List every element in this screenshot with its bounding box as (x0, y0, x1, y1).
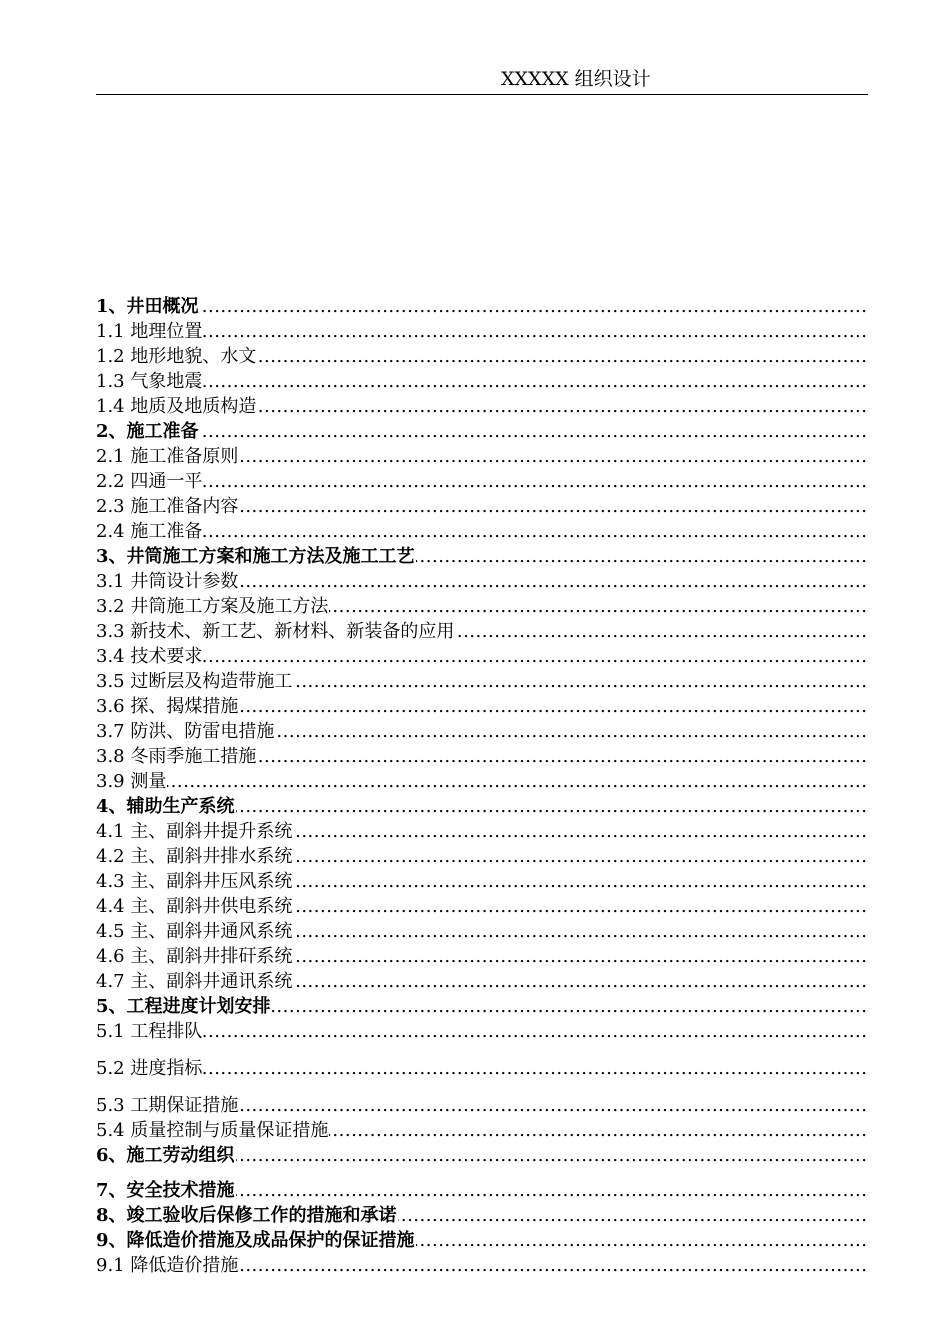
toc-dot-leader (96, 1019, 868, 1044)
toc-entry-label: 2.3 施工准备内容 (96, 496, 239, 517)
toc-entry[interactable] (96, 694, 868, 719)
page-header (96, 66, 868, 95)
toc-entry-label: 7、安全技术措施 (96, 1180, 235, 1201)
toc-dot-leader (96, 1056, 868, 1081)
toc-entry-label: 2.1 施工准备原则 (96, 446, 239, 467)
header-title: XXXXX 组织设计 (501, 68, 651, 90)
toc-entry-label: 1.3 气象地震 (96, 371, 203, 392)
toc-entry[interactable] (96, 469, 868, 494)
toc-entry[interactable] (96, 544, 868, 569)
toc-entry[interactable] (96, 594, 868, 619)
toc-entry[interactable] (96, 644, 868, 669)
toc-entry[interactable] (96, 794, 868, 819)
toc-entry[interactable] (96, 944, 868, 969)
toc-dot-leader (96, 644, 868, 669)
toc-entry-label: 4、辅助生产系统 (96, 796, 235, 817)
table-of-contents (96, 294, 868, 1278)
toc-entry-label: 4.1 主、副斜井提升系统 (96, 821, 293, 842)
toc-entry[interactable] (96, 1019, 868, 1044)
toc-entry-label: 4.2 主、副斜井排水系统 (96, 846, 293, 867)
toc-entry[interactable] (96, 1056, 868, 1081)
toc-entry-label: 9.1 降低造价措施 (96, 1255, 239, 1276)
toc-dot-leader (96, 294, 868, 319)
toc-entry-label: 3.2 井筒施工方案及施工方法 (96, 596, 329, 617)
toc-entry-label: 1.1 地理位置 (96, 321, 203, 342)
toc-entry-label: 3.3 新技术、新工艺、新材料、新装备的应用 (96, 621, 455, 642)
toc-entry[interactable] (96, 919, 868, 944)
toc-entry[interactable] (96, 344, 868, 369)
toc-entry-label: 3.8 冬雨季施工措施 (96, 746, 257, 767)
toc-entry[interactable] (96, 1143, 868, 1168)
toc-entry[interactable] (96, 1228, 868, 1253)
toc-entry-label: 6、施工劳动组织 (96, 1145, 235, 1166)
toc-dot-leader (96, 769, 868, 794)
toc-entry-label: 3.4 技术要求 (96, 646, 203, 667)
toc-entry[interactable] (96, 969, 868, 994)
toc-entry-label: 3.9 测量 (96, 771, 167, 792)
toc-entry[interactable] (96, 494, 868, 519)
toc-entry-label: 1、井田概况 (96, 296, 199, 317)
toc-entry-label: 4.7 主、副斜井通讯系统 (96, 971, 293, 992)
toc-entry[interactable] (96, 1178, 868, 1203)
toc-dot-leader (96, 519, 868, 544)
toc-entry-label: 2.2 四通一平 (96, 471, 203, 492)
toc-entry[interactable] (96, 419, 868, 444)
toc-entry-label: 1.4 地质及地质构造 (96, 396, 257, 417)
toc-entry-label: 4.3 主、副斜井压风系统 (96, 871, 293, 892)
toc-entry-label: 9、降低造价措施及成品保护的保证措施 (96, 1230, 415, 1251)
toc-entry-label: 5.4 质量控制与质量保证措施 (96, 1120, 329, 1141)
toc-dot-leader (96, 369, 868, 394)
toc-entry[interactable] (96, 844, 868, 869)
toc-entry[interactable] (96, 569, 868, 594)
toc-entry-label: 2、施工准备 (96, 421, 199, 442)
toc-entry[interactable] (96, 994, 868, 1019)
toc-entry[interactable] (96, 744, 868, 769)
toc-entry[interactable] (96, 1118, 868, 1143)
toc-dot-leader (96, 419, 868, 444)
toc-entry[interactable] (96, 894, 868, 919)
toc-entry-label: 4.4 主、副斜井供电系统 (96, 896, 293, 917)
toc-entry[interactable] (96, 1203, 868, 1228)
toc-entry-label: 3.5 过断层及构造带施工 (96, 671, 293, 692)
toc-entry-label: 5.1 工程排队 (96, 1021, 203, 1042)
toc-entry-label: 3.6 探、揭煤措施 (96, 696, 239, 717)
toc-entry-label: 5.3 工期保证措施 (96, 1095, 239, 1116)
toc-entry[interactable] (96, 669, 868, 694)
toc-entry[interactable] (96, 369, 868, 394)
toc-entry-label: 2.4 施工准备 (96, 521, 203, 542)
toc-entry[interactable] (96, 769, 868, 794)
toc-entry[interactable] (96, 519, 868, 544)
toc-entry[interactable] (96, 719, 868, 744)
toc-entry-label: 1.2 地形地貌、水文 (96, 346, 257, 367)
toc-entry-label: 3、井筒施工方案和施工方法及施工工艺 (96, 546, 415, 567)
toc-entry-label: 5.2 进度指标 (96, 1058, 203, 1079)
toc-entry-label: 3.7 防洪、防雷电措施 (96, 721, 275, 742)
toc-entry-label: 8、竣工验收后保修工作的措施和承诺 (96, 1205, 397, 1226)
toc-entry-label: 3.1 井筒设计参数 (96, 571, 239, 592)
toc-entry[interactable] (96, 819, 868, 844)
toc-dot-leader (96, 319, 868, 344)
toc-dot-leader (96, 469, 868, 494)
toc-entry[interactable] (96, 1093, 868, 1118)
toc-entry[interactable] (96, 869, 868, 894)
toc-entry-label: 5、工程进度计划安排 (96, 996, 271, 1017)
toc-entry[interactable] (96, 444, 868, 469)
toc-entry-label: 4.5 主、副斜井通风系统 (96, 921, 293, 942)
toc-entry[interactable] (96, 394, 868, 419)
toc-entry[interactable] (96, 1253, 868, 1278)
toc-entry[interactable] (96, 294, 868, 319)
toc-entry[interactable] (96, 319, 868, 344)
toc-entry[interactable] (96, 619, 868, 644)
toc-entry-label: 4.6 主、副斜井排矸系统 (96, 946, 293, 967)
